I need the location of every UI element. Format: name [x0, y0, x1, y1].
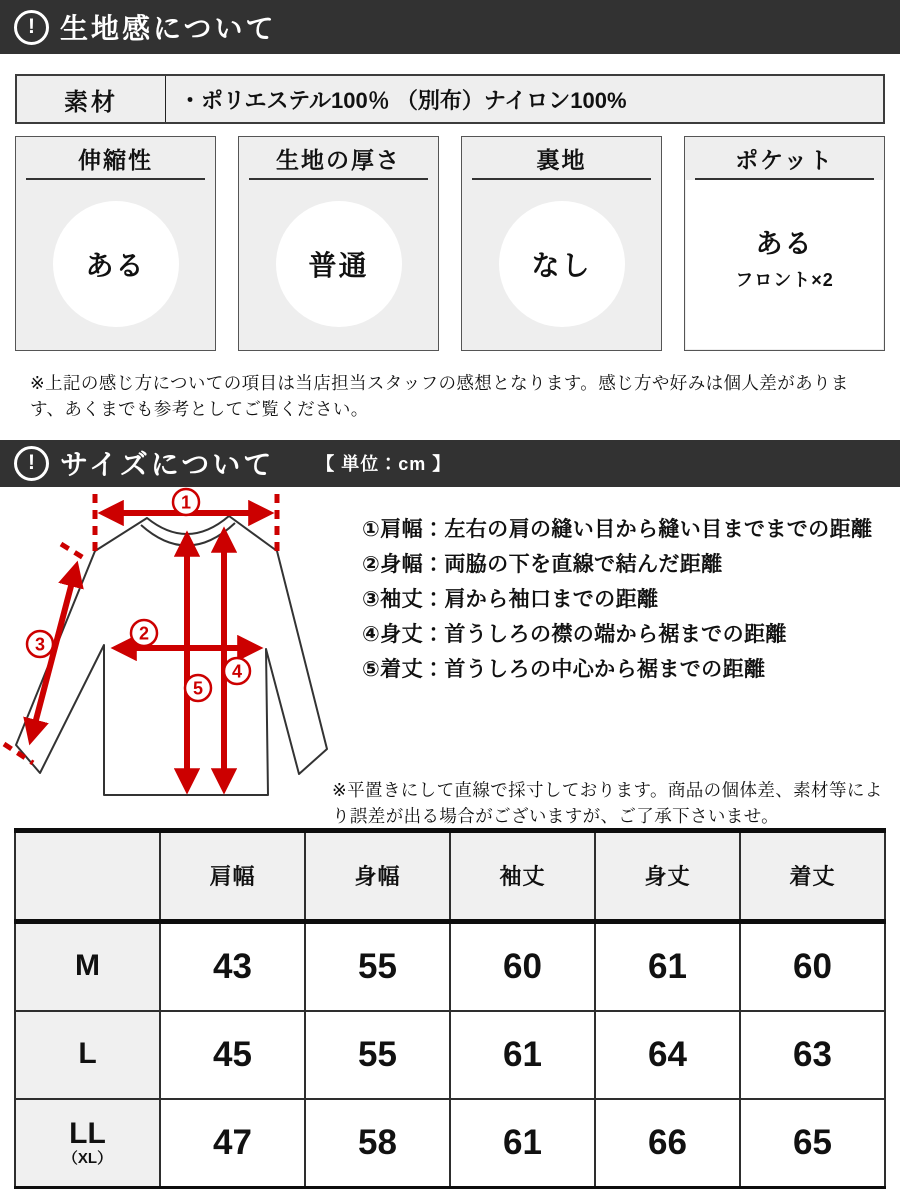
table-row-l — [15, 1011, 885, 1099]
unit-label: 【 単位：cm 】 — [316, 454, 452, 474]
title-underline — [472, 178, 651, 180]
feature-title: 裏地 — [536, 147, 587, 173]
size-name: L — [78, 1036, 97, 1070]
material-label: 素材 — [17, 76, 166, 122]
cell-value: 60 — [740, 921, 885, 1011]
size-section-header — [0, 440, 900, 487]
feature-title: ポケット — [735, 147, 834, 173]
size-name: LL — [69, 1117, 106, 1150]
cell-value: 45 — [160, 1011, 305, 1099]
badge-5: 5 — [192, 678, 204, 698]
exclamation-circle-icon: ! — [14, 10, 49, 45]
size-name: M — [75, 948, 100, 982]
material-value: ・ポリエステル100％ （別布）ナイロン100% — [179, 87, 627, 113]
measure-legend — [362, 512, 872, 687]
cell-value: 43 — [160, 921, 305, 1011]
feature-value-panel — [686, 180, 883, 349]
exclamation-circle-icon: ! — [14, 446, 49, 481]
col-header-chest: 身幅 — [305, 830, 450, 921]
cell-value: 55 — [305, 1011, 450, 1099]
cell-value: 61 — [595, 921, 740, 1011]
size-label-m — [15, 921, 160, 1011]
feature-value-circle: なし — [499, 201, 625, 327]
feature-value-circle: 普通 — [276, 201, 402, 327]
feature-box-stretch — [15, 136, 216, 351]
title-underline — [249, 178, 428, 180]
feature-title: 生地の厚さ — [276, 147, 401, 173]
feature-box-thickness — [238, 136, 439, 351]
cell-value: 66 — [595, 1099, 740, 1188]
cell-value: 60 — [450, 921, 595, 1011]
col-header-bodylen: 身丈 — [595, 830, 740, 921]
fabric-section-title: 生地感について — [60, 13, 277, 44]
legend-line-2: ②身幅：両脇の下を直線で結んだ距離 — [362, 552, 723, 576]
feature-value: ある — [755, 228, 814, 259]
feature-title: 伸縮性 — [78, 147, 153, 173]
cell-value: 55 — [305, 921, 450, 1011]
cell-value: 61 — [450, 1099, 595, 1188]
size-section-title: サイズについて — [60, 449, 275, 480]
cell-value: 61 — [450, 1011, 595, 1099]
cell-value: 58 — [305, 1099, 450, 1188]
feature-value-circle: ある — [53, 201, 179, 327]
col-header-blank — [15, 830, 160, 921]
size-table-header-row — [15, 830, 885, 921]
table-row-ll — [15, 1099, 885, 1188]
cell-value: 65 — [740, 1099, 885, 1188]
badge-1: 1 — [180, 492, 192, 512]
col-header-sleeve: 袖丈 — [450, 830, 595, 921]
fabric-feature-boxes — [15, 136, 885, 351]
shirt-measurement-diagram — [0, 487, 360, 824]
col-header-totallen: 着丈 — [740, 830, 885, 921]
col-header-shoulder: 肩幅 — [160, 830, 305, 921]
measuring-disclaimer-note: ※平置きにして直線で採寸しております。商品の個体差、素材等により誤差が出る場合がございますが、ご了承下さいませ。 — [332, 780, 883, 827]
badge-2: 2 — [138, 623, 150, 643]
legend-line-4: ④身丈：首うしろの襟の端から裾までの距離 — [362, 622, 787, 646]
size-label-ll — [15, 1099, 160, 1188]
legend-line-3: ③袖丈：肩から袖口までの距離 — [362, 587, 659, 611]
fabric-section-header — [0, 0, 900, 54]
shirt-outline — [16, 516, 327, 795]
badge-4: 4 — [231, 661, 243, 681]
feature-sub-value: フロント×2 — [735, 269, 834, 290]
feature-box-lining — [461, 136, 662, 351]
feature-box-pocket — [684, 136, 885, 351]
badge-3: 3 — [34, 634, 46, 654]
size-diagram-area — [0, 487, 900, 827]
cell-value: 47 — [160, 1099, 305, 1188]
fabric-disclaimer-note: ※上記の感じ方についての項目は当店担当スタッフの感想となります。感じ方や好みは個人差があります、あくまでも参考としてご覧ください。 — [30, 373, 849, 420]
legend-line-5: ⑤着丈：首うしろの中心から裾までの距離 — [362, 657, 766, 681]
title-underline — [26, 178, 205, 180]
cell-value: 64 — [595, 1011, 740, 1099]
table-row-m — [15, 921, 885, 1011]
size-label-l — [15, 1011, 160, 1099]
sleeve-tick-top — [61, 544, 87, 560]
cell-value: 63 — [740, 1011, 885, 1099]
size-chart-table — [14, 828, 886, 1189]
size-alias: （XL） — [62, 1150, 113, 1167]
material-row — [15, 74, 885, 124]
legend-line-1: ①肩幅：左右の肩の縫い目から縫い目までまでの距離 — [362, 517, 873, 541]
